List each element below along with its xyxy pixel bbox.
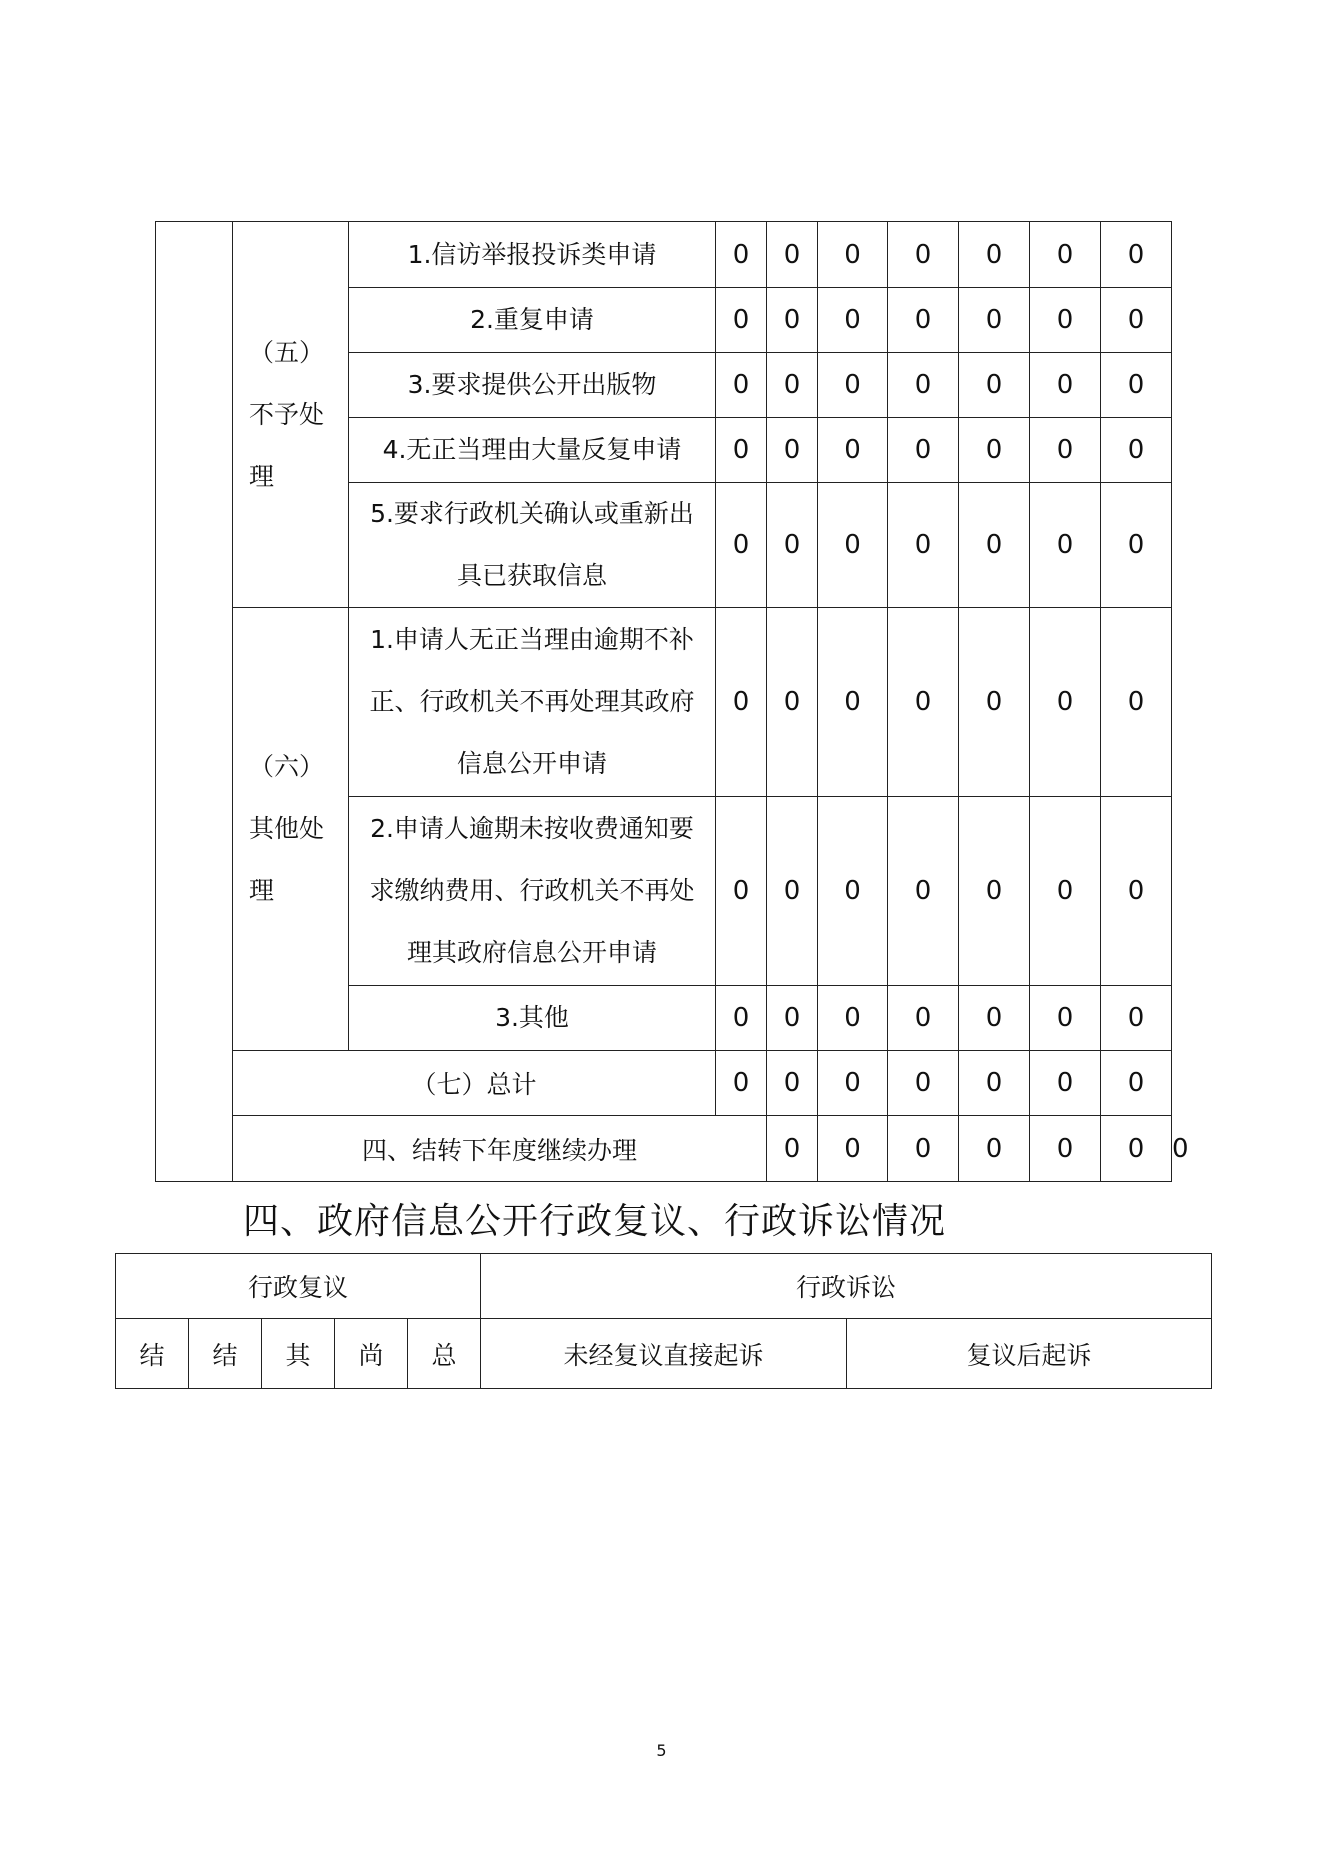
value-cell: 0: [716, 797, 767, 986]
value-cell: 0: [959, 1051, 1030, 1116]
value-cell: 0: [888, 1051, 959, 1116]
column-header: 结: [189, 1319, 262, 1389]
section-heading: 四、政府信息公开行政复议、行政诉讼情况: [243, 1201, 947, 1242]
value-cell: 0: [818, 353, 888, 418]
value-cell: 0: [716, 222, 767, 288]
value-cell: 0: [716, 288, 767, 353]
category-label: （六）其他处理: [233, 608, 349, 1051]
value-cell: 0: [888, 353, 959, 418]
value-cell: 0: [1030, 797, 1101, 986]
value-cell: 0: [1101, 483, 1172, 608]
value-cell: 0: [959, 418, 1030, 483]
table-row: 四、结转下年度继续办理 0 0 0 0 0 0 0: [156, 1116, 1172, 1182]
value-cell: 0: [818, 418, 888, 483]
value-cell: 0: [818, 1051, 888, 1116]
value-cell: 0: [959, 986, 1030, 1051]
value-cell: 0: [767, 483, 818, 608]
row-label: 3.其他: [349, 986, 716, 1051]
value-cell: 0: [959, 353, 1030, 418]
value-cell: 0: [959, 608, 1030, 797]
value-cell: 0: [959, 222, 1030, 288]
value-cell: 0: [767, 986, 818, 1051]
column-header: 其: [262, 1319, 335, 1389]
value-cell: 0: [716, 353, 767, 418]
value-cell: 0: [888, 222, 959, 288]
table-row: [156, 222, 1172, 288]
value-cell: 0: [888, 986, 959, 1051]
value-cell: 0: [1030, 1116, 1101, 1182]
column-header: 结: [116, 1319, 189, 1389]
value-cell: 0: [1101, 1051, 1172, 1116]
value-cell: 0: [716, 418, 767, 483]
value-cell: 0: [1030, 418, 1101, 483]
value-cell: 0: [1101, 418, 1172, 483]
column-header: 总: [408, 1319, 481, 1389]
table-row: [116, 1254, 1212, 1319]
value-cell: 0: [818, 1116, 888, 1182]
value-cell: 0: [716, 986, 767, 1051]
total-label: （七）总计: [233, 1051, 716, 1116]
value-cell: 0: [818, 222, 888, 288]
row-label: 5.要求行政机关确认或重新出具已获取信息: [349, 483, 716, 608]
application-handling-table: [155, 221, 1189, 1182]
value-cell: 0: [1030, 986, 1101, 1051]
value-cell: 0: [959, 1116, 1030, 1182]
value-cell: 0: [888, 608, 959, 797]
column-header: 复议后起诉: [847, 1319, 1212, 1389]
value-cell: 0: [1101, 797, 1172, 986]
value-cell: 0: [767, 608, 818, 797]
value-cell: 0: [1101, 1116, 1172, 1182]
review-header: 行政复议: [116, 1254, 481, 1319]
value-cell: 0: [1101, 986, 1172, 1051]
row-label: 2.申请人逾期未按收费通知要求缴纳费用、行政机关不再处理其政府信息公开申请: [349, 797, 716, 986]
value-cell: 0: [818, 797, 888, 986]
outer-blank-cell: [156, 222, 233, 1182]
value-cell: 0: [1030, 222, 1101, 288]
value-cell: 0: [818, 608, 888, 797]
value-cell: 0: [1101, 222, 1172, 288]
column-header: 未经复议直接起诉: [481, 1319, 847, 1389]
value-cell: 0: [767, 1051, 818, 1116]
row-label: 1.信访举报投诉类申请: [349, 222, 716, 288]
value-cell: 0: [959, 288, 1030, 353]
value-cell: 0: [767, 418, 818, 483]
value-cell: 0: [959, 797, 1030, 986]
value-cell: 0: [767, 353, 818, 418]
value-cell: 0: [716, 608, 767, 797]
table-row: [116, 1319, 1212, 1389]
carryover-label: 四、结转下年度继续办理: [233, 1116, 767, 1182]
value-cell: 0: [1101, 608, 1172, 797]
value-cell: 0: [767, 288, 818, 353]
value-cell: 0: [767, 222, 818, 288]
value-cell: 0: [888, 1116, 959, 1182]
value-cell: 0: [818, 288, 888, 353]
value-cell: 0: [1101, 353, 1172, 418]
value-cell: 0: [716, 1051, 767, 1116]
category-label: （五）不予处理: [233, 222, 349, 608]
row-label: 2.重复申请: [349, 288, 716, 353]
row-label: 1.申请人无正当理由逾期不补正、行政机关不再处理其政府信息公开申请: [349, 608, 716, 797]
page-number: 5: [656, 1741, 667, 1760]
value-cell: 0: [818, 986, 888, 1051]
value-cell: 0: [818, 483, 888, 608]
value-cell: 0: [1030, 483, 1101, 608]
table-row: [156, 1051, 1172, 1116]
row-label: 3.要求提供公开出版物: [349, 353, 716, 418]
value-cell: 0: [1101, 288, 1172, 353]
value-cell: 0: [1030, 288, 1101, 353]
value-cell: 0: [1030, 608, 1101, 797]
value-cell: 0: [716, 483, 767, 608]
value-cell: 0: [767, 1116, 818, 1182]
value-cell: 0: [888, 483, 959, 608]
column-header: 尚: [335, 1319, 408, 1389]
value-cell: 0: [888, 288, 959, 353]
value-cell: 0: [959, 483, 1030, 608]
review-litigation-table: [115, 1253, 1212, 1389]
value-cell: 0: [888, 418, 959, 483]
value-cell: 0: [1030, 353, 1101, 418]
table-row: [156, 608, 1172, 797]
value-cell: 0: [1030, 1051, 1101, 1116]
value-cell: 0: [767, 797, 818, 986]
row-label: 4.无正当理由大量反复申请: [349, 418, 716, 483]
value-cell: 0: [888, 797, 959, 986]
litigation-header: 行政诉讼: [481, 1254, 1212, 1319]
